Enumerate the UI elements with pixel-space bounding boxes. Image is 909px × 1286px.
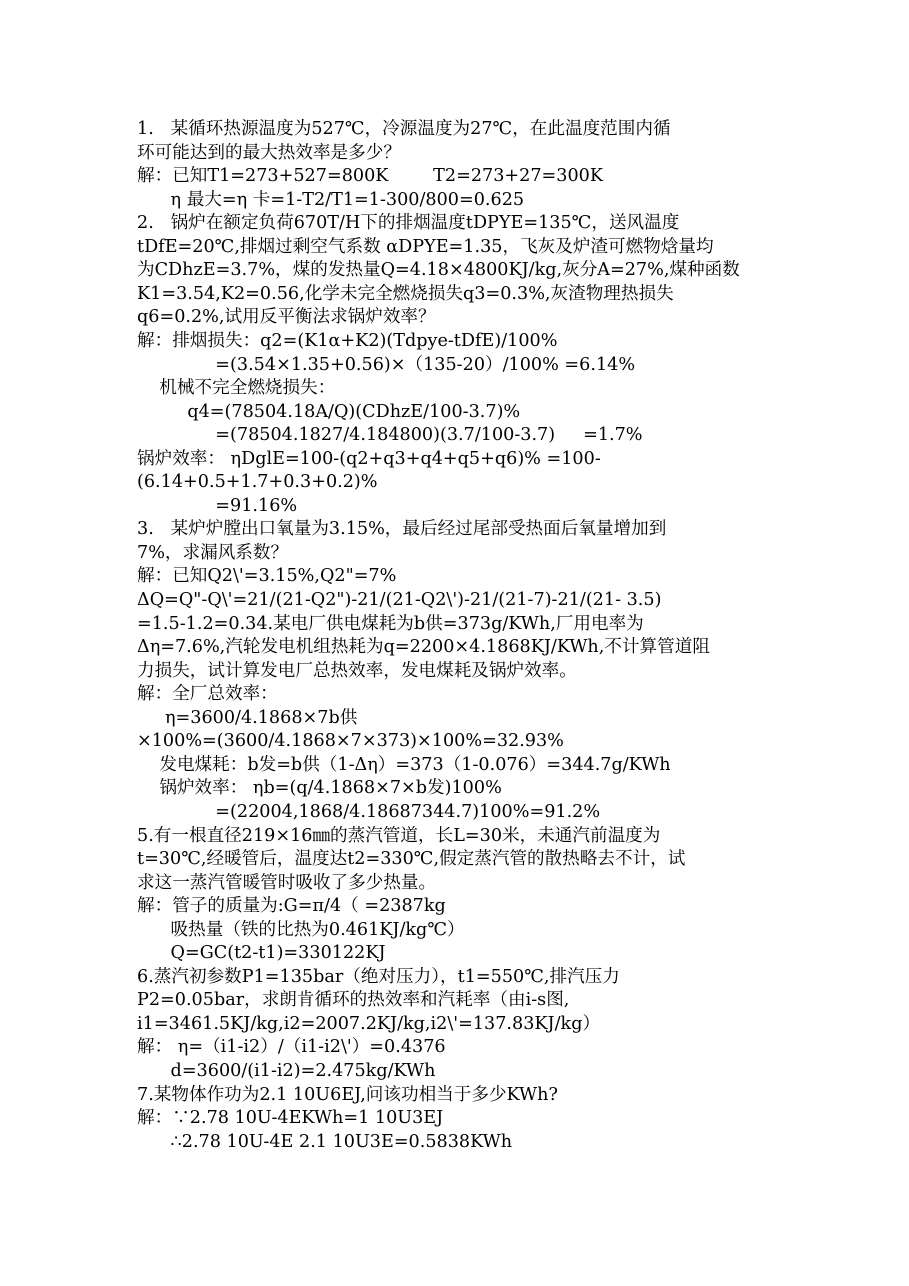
text-line: =(22004,1868/4.18687344.7)100%=91.2% xyxy=(137,801,601,822)
text-line: ×100%=(3600/4.1868×7×373)×100%=32.93% xyxy=(137,731,564,752)
text-line: (6.14+0.5+1.7+0.3+0.2)% xyxy=(137,472,378,493)
text-line: 解：已知T1=273+527=800K T2=273+27=300K xyxy=(137,166,604,187)
text-line: 锅炉效率： ηDglE=100-(q2+q3+q4+q5+q6)% =100- xyxy=(137,448,601,469)
text-line: K1=3.54,K2=0.56,化学未完全燃烧损失q3=0.3%,灰渣物理热损失 xyxy=(137,283,674,304)
text-line: 机械不完全燃烧损失： xyxy=(137,378,336,399)
text-line: 6.蒸汽初参数P1=135bar（绝对压力），t1=550℃,排汽压力 xyxy=(137,966,620,987)
text-line: =(78504.1827/4.184800)(3.7/100-3.7) =1.7% xyxy=(137,425,643,446)
text-line: 吸热量（铁的比热为0.461KJ/kg℃） xyxy=(137,919,465,940)
text-line: 环可能达到的最大热效率是多少？ xyxy=(137,142,401,163)
text-line: 1. 某循环热源温度为527℃，冷源温度为27℃，在此温度范围内循 xyxy=(137,119,671,139)
text-line: 解：排烟损失：q2=(K1α+K2)(Tdpye-tDfE)/100% xyxy=(137,330,558,351)
text-line: η 最大=η 卡=1-T2/T1=1-300/800=0.625 xyxy=(137,189,525,210)
text-line: 解：∵2.78 10U-4EKWh=1 10U3EJ xyxy=(137,1108,444,1129)
text-line: q6=0.2%,试用反平衡法求锅炉效率？ xyxy=(137,307,436,328)
text-line: i1=3461.5KJ/kg,i2=2007.2KJ/kg,i2\'=137.83KJ/kg） xyxy=(137,1013,601,1034)
text-line: 7%，求漏风系数？ xyxy=(137,542,289,563)
text-line: =91.16% xyxy=(137,495,298,516)
text-line: 解： η=（i1-i2）/（i1-i2\'）=0.4376 xyxy=(137,1037,446,1058)
text-line: t=30℃,经暖管后，温度达t2=330℃,假定蒸汽管的散热略去不计，试 xyxy=(137,849,686,870)
text-line: Δη=7.6%,汽轮发电机组热耗为q=2200×4.1868KJ/KWh,不计算管道阻 xyxy=(137,637,710,658)
text-line: 解：管子的质量为:G=π/4（ =2387kg xyxy=(137,896,446,917)
text-line: 求这一蒸汽管暖管时吸收了多少热量。 xyxy=(137,872,437,893)
text-line: d=3600/(i1-i2)=2.475kg/KWh xyxy=(137,1061,436,1081)
text-line: 7.某物体作功为2.1 10U6EJ,问该功相当于多少KWh? xyxy=(137,1084,558,1105)
text-line: ΔQ=Q"-Q\'=21/(21-Q2")-21/(21-Q2\')-21/(21-7)-21/(21- 3.5) xyxy=(137,590,662,610)
text-line: 2. 锅炉在额定负荷670T/H下的排烟温度tDPYE=135℃，送风温度 xyxy=(137,213,680,234)
text-line: 解：全厂总效率： xyxy=(137,684,278,705)
text-line: 力损失，试计算发电厂总热效率，发电煤耗及锅炉效率。 xyxy=(137,660,577,681)
text-line: Q=GC(t2-t1)=330122KJ xyxy=(137,943,386,964)
text-line: 锅炉效率： ηb=(q/4.1868×7×b发)100% xyxy=(137,778,502,799)
text-line: 3. 某炉炉膛出口氧量为3.15%，最后经过尾部受热面后氧量增加到 xyxy=(137,519,667,540)
text-line: 为CDhzE=3.7%，煤的发热量Q=4.18×4800KJ/kg,灰分A=27%,煤种函数 xyxy=(137,260,740,281)
text-line: η=3600/4.1868×7b供 xyxy=(137,707,358,728)
text-line: =(3.54×1.35+0.56)×（135-20）/100% =6.14% xyxy=(137,354,636,375)
text-line: tDfE=20℃,排烟过剩空气系数 αDPYE=1.35，飞灰及炉渣可燃物焓量均 xyxy=(137,236,714,257)
text-line: P2=0.05bar，求朗肯循环的热效率和汽耗率（由i-s图, xyxy=(137,990,570,1011)
text-line: 5.有一根直径219×16㎜的蒸汽管道，长L=30米，未通汽前温度为 xyxy=(137,825,661,846)
text-line: q4=(78504.18A/Q)(CDhzE/100-3.7)% xyxy=(137,401,521,422)
text-line: 解：已知Q2\'=3.15%,Q2"=7% xyxy=(137,566,397,587)
text-line: ∴2.78 10U-4E 2.1 10U3E=0.5838KWh xyxy=(137,1131,513,1152)
text-line: 发电煤耗：b发=b供（1-Δη）=373（1-0.076）=344.7g/KWh xyxy=(137,754,671,775)
text-line: =1.5-1.2=0.34.某电厂供电煤耗为b供=373g/KWh,厂用电率为 xyxy=(137,613,644,634)
